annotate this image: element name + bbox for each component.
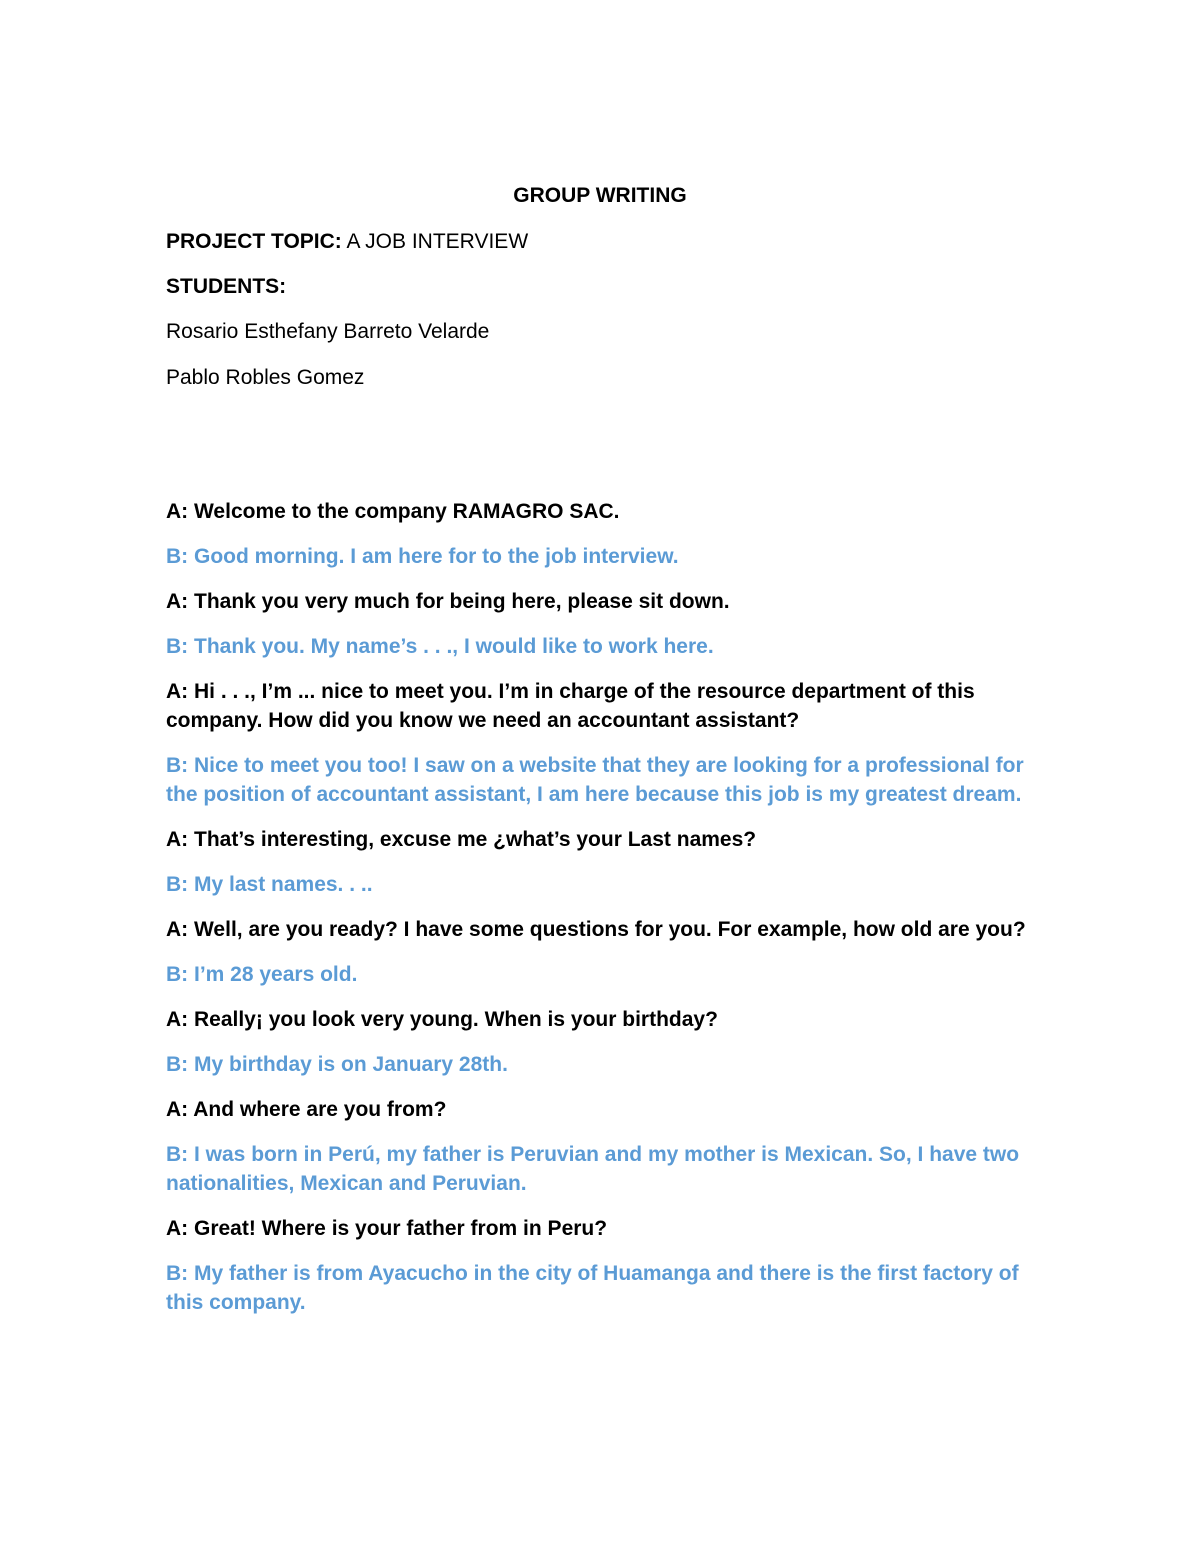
dialogue-line-speaker-b: B: My father is from Ayacucho in the city of Huamanga and there is the first factory of this company. xyxy=(166,1262,1019,1314)
dialogue xyxy=(166,497,1046,1333)
dialogue-line-speaker-b: B: My birthday is on January 28th. xyxy=(166,1053,508,1076)
dialogue-line-speaker-b: B: Thank you. My name’s . . ., I would like to work here. xyxy=(166,635,714,658)
student-name: Rosario Esthefany Barreto Velarde xyxy=(166,320,490,343)
dialogue-line-speaker-a: A: Thank you very much for being here, please sit down. xyxy=(166,590,730,613)
document-title: GROUP WRITING xyxy=(513,184,687,207)
dialogue-line-speaker-a: A: Great! Where is your father from in Peru? xyxy=(166,1217,608,1240)
dialogue-line-speaker-a: A: Really¡ you look very young. When is your birthday? xyxy=(166,1008,718,1031)
dialogue-line-speaker-b: B: I was born in Perú, my father is Peruvian and my mother is Mexican. So, I have two nationalities, Mexican and Peruvian. xyxy=(166,1143,1020,1195)
dialogue-line-speaker-b: B: I’m 28 years old. xyxy=(166,963,358,986)
students-label: STUDENTS: xyxy=(166,275,287,298)
project-topic-label: PROJECT TOPIC: xyxy=(166,230,342,253)
dialogue-line-speaker-b: B: My last names. . .. xyxy=(166,873,373,896)
dialogue-line-speaker-b: B: Good morning. I am here for to the job interview. xyxy=(166,545,679,568)
dialogue-line-speaker-a: A: Welcome to the company RAMAGRO SAC. xyxy=(166,500,620,523)
dialogue-line-speaker-b: B: Nice to meet you too! I saw on a website that they are looking for a professional for the position of accountant assistant, I am here because this job is my greatest dream. xyxy=(166,754,1024,806)
dialogue-line-speaker-a: A: Well, are you ready? I have some questions for you. For example, how old are you? xyxy=(166,918,1026,941)
dialogue-line-speaker-a: A: And where are you from? xyxy=(166,1098,447,1121)
dialogue-line-speaker-a: A: Hi . . ., I’m ... nice to meet you. I’m in charge of the resource department of this company. How did you know we need an accountant assistant? xyxy=(166,680,975,732)
students-heading xyxy=(166,274,286,300)
project-topic xyxy=(166,229,528,255)
project-topic-value: A JOB INTERVIEW xyxy=(341,230,529,253)
student-name: Pablo Robles Gomez xyxy=(166,366,365,389)
dialogue-line-speaker-a: A: That’s interesting, excuse me ¿what’s your Last names? xyxy=(166,828,757,851)
